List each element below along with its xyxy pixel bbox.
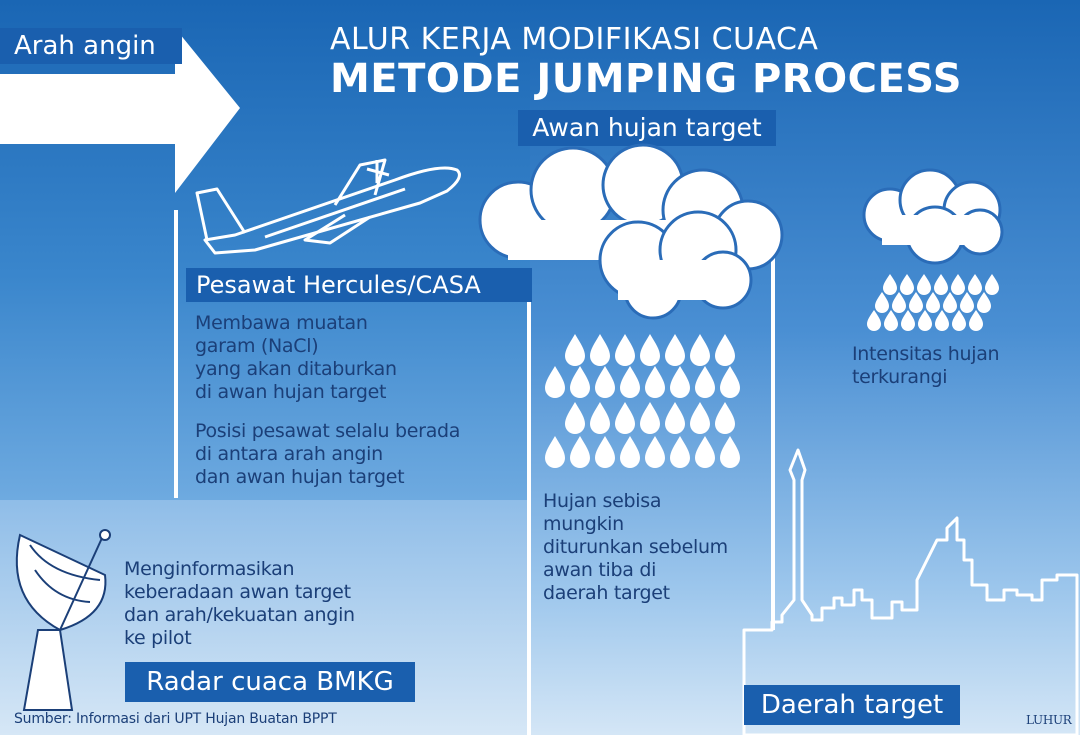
- aircraft-description-2: Posisi pesawat selalu berada di antara arah angin dan awan hujan target: [195, 420, 461, 488]
- artist-credit: LUHUR: [1026, 713, 1072, 727]
- light-rain-description: Intensitas hujan terkurangi: [852, 343, 1000, 388]
- guide-line-cloud-left: [527, 270, 531, 735]
- radar-dish-icon: [10, 520, 120, 700]
- target-area-label: Daerah target: [744, 685, 960, 725]
- small-cloud-icon: [860, 170, 1010, 270]
- rain-cloud-icon: [478, 150, 788, 320]
- wind-label: Arah angin: [0, 28, 182, 64]
- radar-description: Menginformasikan keberadaan awan target dan arah/kekuatan angin ke pilot: [124, 558, 355, 649]
- radar-label: Radar cuaca BMKG: [125, 662, 415, 702]
- heavy-rain-description: Hujan sebisa mungkin diturunkan sebelum awan tiba di daerah target: [543, 490, 728, 604]
- heavy-rain-drops-icon: [540, 330, 770, 480]
- light-rain-drops-icon: [862, 272, 1012, 332]
- target-cloud-label: Awan hujan target: [518, 110, 776, 146]
- aircraft-description-1: Membawa muatan garam (NaCl) yang akan ditaburkan di awan hujan target: [195, 312, 397, 403]
- source-footnote: Sumber: Informasi dari UPT Hujan Buatan BPPT: [14, 711, 337, 727]
- airplane-icon: [195, 155, 475, 265]
- aircraft-label: Pesawat Hercules/CASA: [186, 268, 532, 302]
- guide-line-aircraft: [174, 210, 178, 498]
- title-line-1: ALUR KERJA MODIFIKASI CUACA: [330, 22, 819, 57]
- title-line-2: METODE JUMPING PROCESS: [330, 56, 963, 102]
